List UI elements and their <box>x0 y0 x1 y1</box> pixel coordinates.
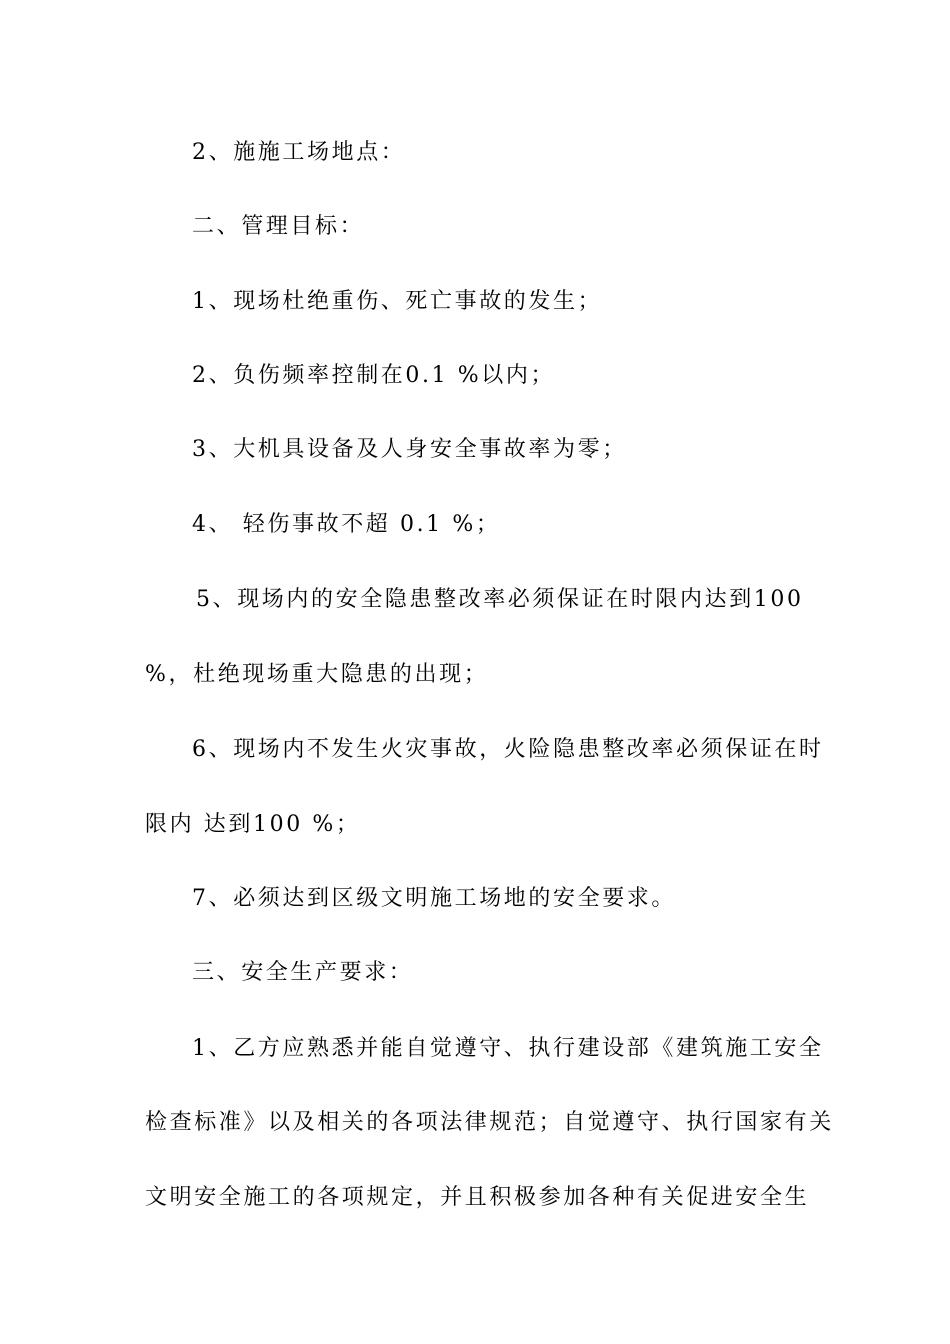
goal-item-5: 5、现场内的安全隐患整改率必须保证在时限内达到100 <box>196 587 804 612</box>
requirement-item-1: 1、乙方应熟悉并能自觉遵守、执行建设部《建筑施工安全 <box>192 1036 824 1061</box>
goal-item-2: 2、负伤频率控制在0.1 %以内； <box>192 363 556 388</box>
goal-item-6-continued: 限内 达到100 %； <box>145 812 361 837</box>
site-location-line: 2、施施工场地点： <box>192 140 406 165</box>
section-heading-safety-requirements: 三、安全生产要求： <box>192 960 414 985</box>
section-heading-management-goals: 二、管理目标： <box>192 214 365 239</box>
requirement-item-1-continued-a: 检查标准》以及相关的各项法律规范；自觉遵守、执行国家有关 <box>145 1110 834 1135</box>
goal-item-1: 1、现场杜绝重伤、死亡事故的发生； <box>192 289 603 314</box>
goal-item-5-continued: %，杜绝现场重大隐患的出现； <box>145 662 489 687</box>
goal-item-4: 4、 轻伤事故不超 0.1 %； <box>192 512 501 537</box>
goal-item-3: 3、大机具设备及人身安全事故率为零； <box>192 437 627 462</box>
goal-item-6: 6、现场内不发生火灾事故，火险隐患整改率必须保证在时 <box>192 737 824 762</box>
requirement-item-1-continued-b: 文明安全施工的各项规定，并且积极参加各种有关促进安全生 <box>145 1185 810 1210</box>
goal-item-7: 7、必须达到区级文明施工场地的安全要求。 <box>192 886 676 911</box>
